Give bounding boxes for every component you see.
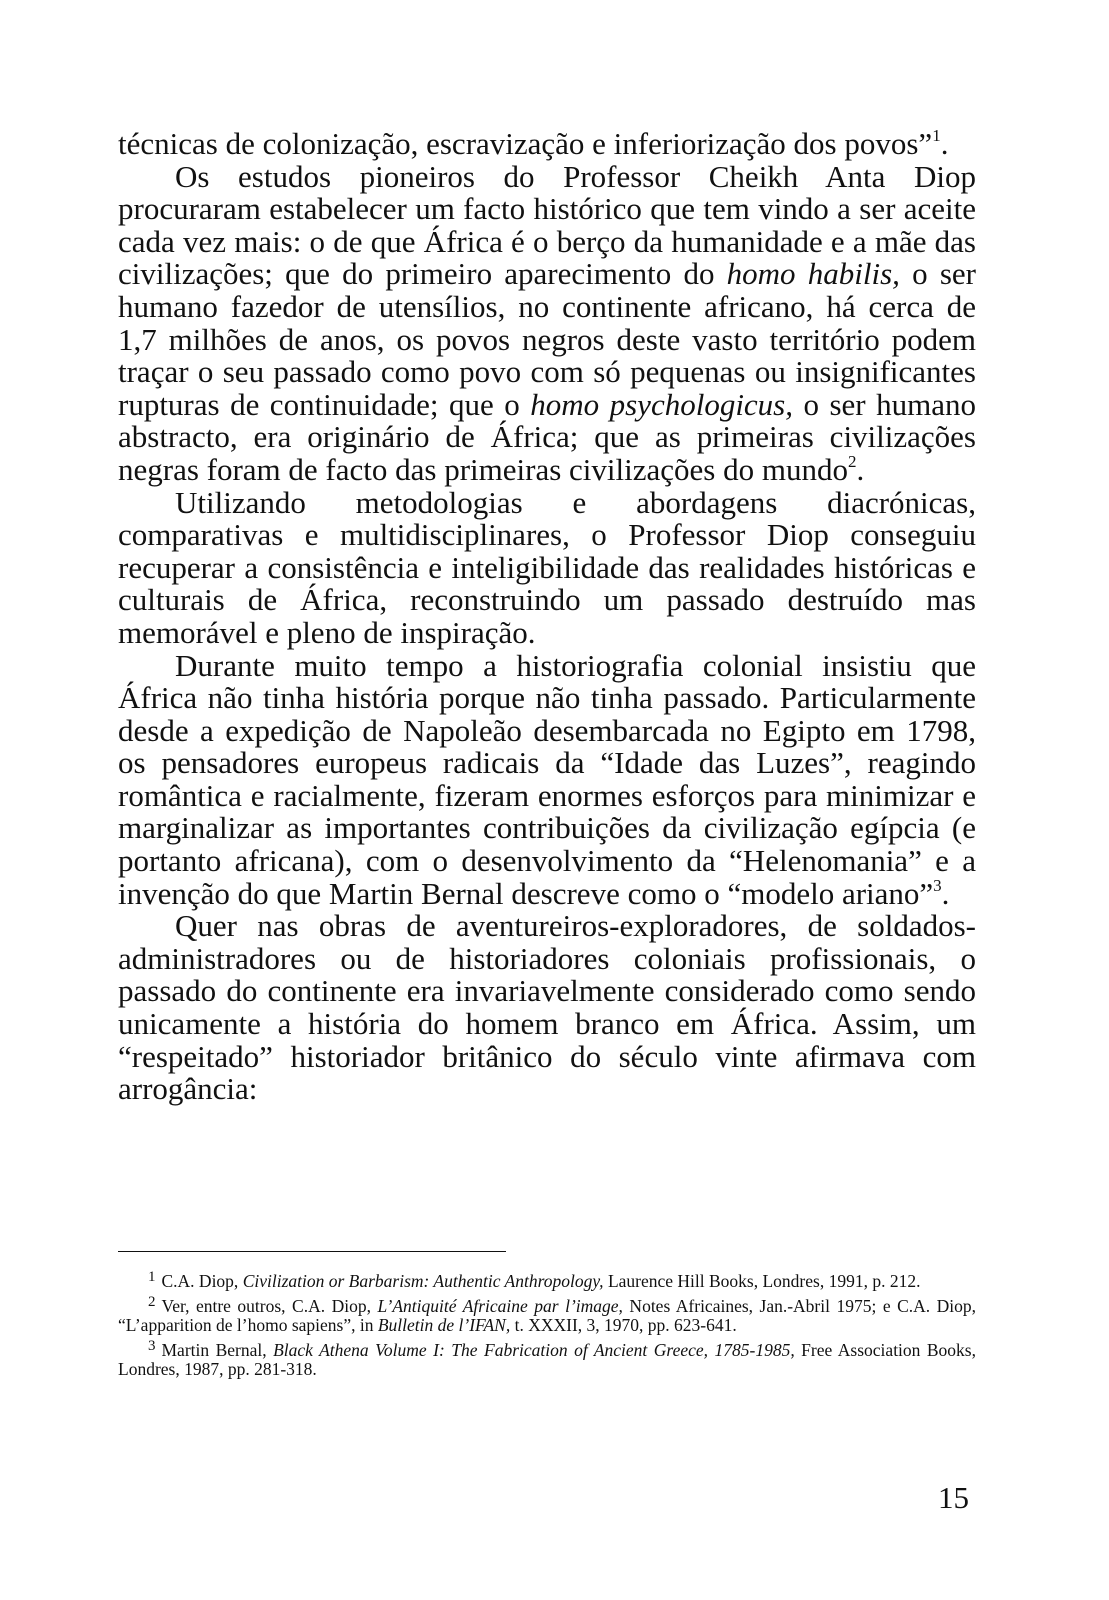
paragraph-text: técnicas de colonização, escravização e inferiorização dos povos” [118,126,933,161]
footnote-title: Civilization or Barbarism: Authentic Anthropology, [242,1271,604,1291]
footnote-text: Notes Africaines, Jan.-Abril 1975; e C.A. Diop, “L’apparition de l’homo sapiens”, in [118,1295,977,1336]
footnote-title: Black Athena Volume I: The Fabrication of Ancient Greece, 1785-1985, [273,1339,795,1360]
paragraph-text: Utilizando metodologias e abordagens diacrónicas, comparativas e multidisciplinares, o Professor Diop conseguiu recuperar a consistência e inteligibilidade das realidades históricas e culturais de África, reconstruindo um passado destruído mas memorável e pleno de inspiração. [118,484,976,650]
paragraph [118,910,976,1106]
footnote-title: L’Antiquité Africaine par l’image, [377,1295,623,1316]
footnote-reference: 3 [933,875,942,895]
footnote [118,1268,976,1292]
body-text [118,128,976,1106]
paragraph-text: Durante muito tempo a historiografia colonial insistiu que África não tinha história porque não tinha passado. Particularmente desde a expedição de Napoleão desembarcada no Egipto em 1798, os pensadores europeus radicais da “Idade das Luzes”, reagindo romântica e racialmente, fizeram enormes esforços para minimizar e marginalizar as importantes contribuições da civilização egípcia (e portanto africana), com o desenvolvimento da “Helenomania” e a invenção do que Martin Bernal descreve como o “modelo ariano” [118,647,976,911]
footnote-title: Bulletin de l’IFAN, [377,1315,511,1336]
paragraph [118,158,977,487]
paragraph-text: Os estudos pioneiros do Professor Cheikh Anta Diop procuraram estabelecer um facto histórico que tem vindo a ser aceite cada vez mais: o de que África é o berço da humanidade e a mãe das civilizações; que do primeiro aparecimento do [118,158,976,292]
paragraph [118,484,976,650]
italic-term: homo psychologicus, [530,386,794,422]
page-number: 15 [938,1480,969,1515]
paragraph [118,647,976,911]
footnote-number: 2 [148,1293,156,1310]
footnote-number: 3 [148,1337,156,1354]
paragraph-text: o ser humano abstracto, era originário de África; que as primeiras civilizações negras foram de facto das primeiras civilizações do mundo [118,386,976,487]
paragraph-text: Quer nas obras de aventureiros-exploradores, de soldados-administradores ou de historiadores coloniais profissionais, o passado do continente era invariavelmente considerado como sendo unicamente a história do homem branco em África. Assim, um “respeitado” historiador britânico do século vinte afirmava com arrogância: [118,908,976,1107]
footnote-text: Ver, entre outros, C.A. Diop, [161,1295,378,1316]
paragraph-text: . [940,126,949,161]
footnote-reference: 1 [932,126,941,145]
paragraph-text: o ser humano fazedor de utensílios, no continente africano, há cerca de 1,7 milhões de anos, os povos negros deste vasto território podem traçar o seu passado como povo com só pequenas ou insignificantes rupturas de continuidade; que o [118,256,977,422]
paragraph-text: . [941,875,950,911]
footnote-text: C.A. Diop, [161,1271,243,1291]
footnote-number: 1 [148,1269,156,1285]
footnote-reference: 2 [847,451,857,471]
footnotes [118,1268,976,1381]
paragraph-text: . [856,451,865,487]
footnote [118,1337,976,1380]
footnote-text: t. XXXII, 3, 1970, pp. 623-641. [510,1315,737,1336]
footnote-text: Free Association Books, Londres, 1987, pp. 281-318. [118,1339,976,1380]
footnote-text: Laurence Hill Books, Londres, 1991, p. 212. [603,1271,921,1291]
paragraph [118,128,976,161]
footnote [118,1293,976,1336]
italic-term: homo habilis, [726,256,900,292]
footnote-divider [118,1251,506,1252]
footnote-text: Martin Bernal, [161,1339,274,1360]
main-text [118,128,976,1106]
